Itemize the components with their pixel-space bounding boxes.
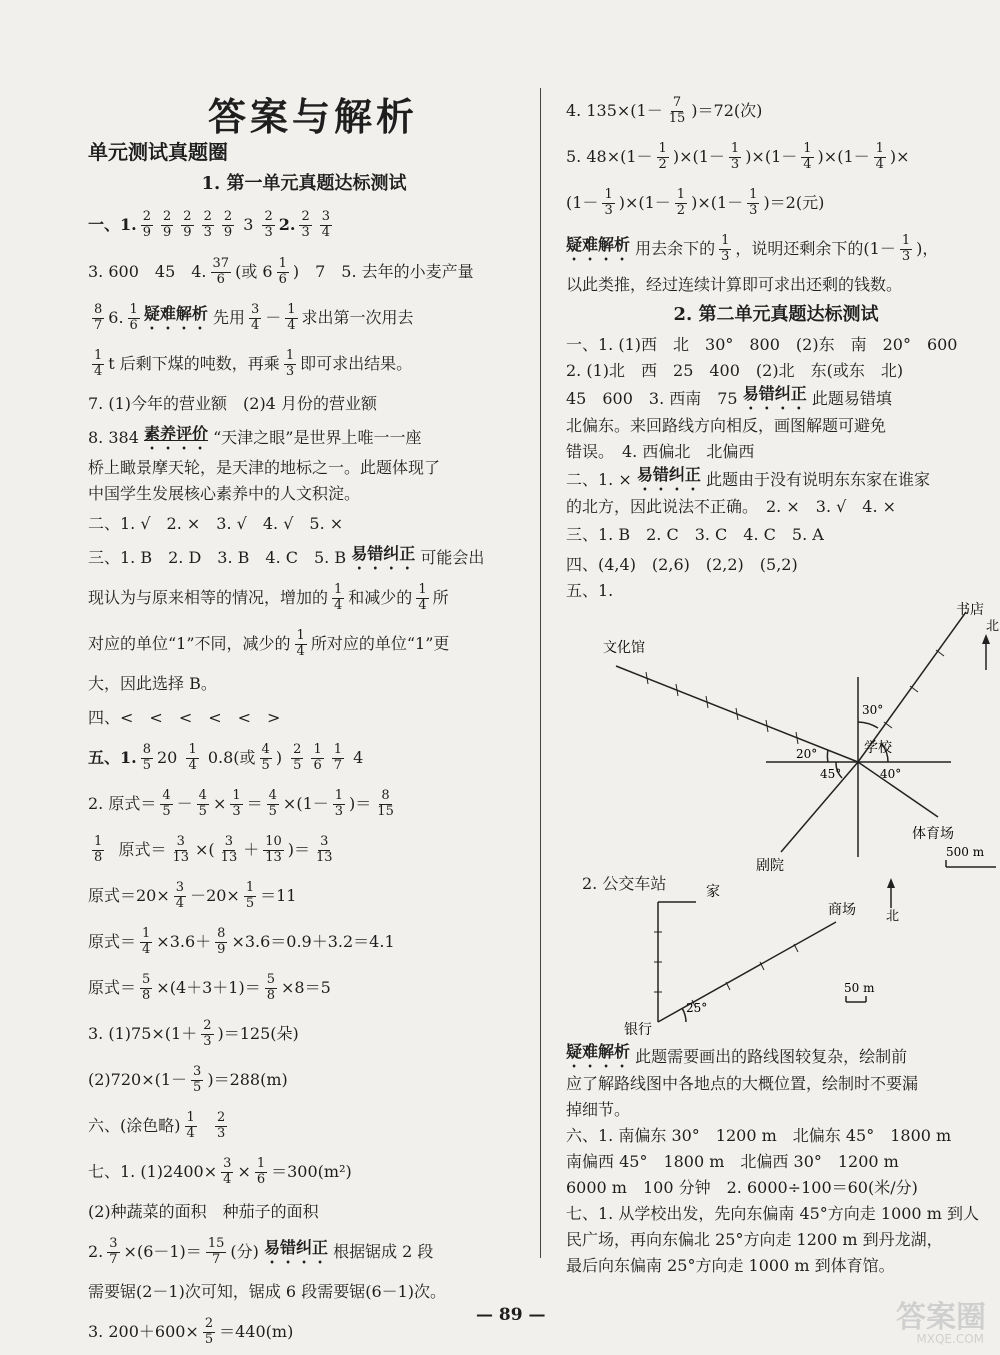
label-mall: 商场 <box>828 902 856 918</box>
fraction: $\frac{37}{6}$ <box>212 256 230 287</box>
label-north: 北 <box>986 619 1000 634</box>
watermark-site: MXQE.COM <box>916 1332 984 1346</box>
fraction: $\frac{1}{4}$ <box>418 582 427 613</box>
answer-line: $\frac{8}{7}$ 6. $\frac{1}{6}$ 疑难解析 先用 $\frac{3}{4}$ － $\frac{1}{4}$ 求出第一次用去 <box>94 302 414 333</box>
angle-40: 40° <box>880 767 902 781</box>
angle-30: 30° <box>862 703 884 717</box>
fraction: $\frac{2}{3}$ <box>216 1110 226 1141</box>
answer-line: 2. (1)北 西 25 400 (2)北 东(或东 北) <box>566 361 904 381</box>
answer-line: 2. 原式＝ $\frac{4}{5}$ － $\frac{4}{5}$ × $\frac{1}{3}$ ＝ $\frac{4}{5}$ ×(1－ $\frac{1}{3}$ )＝ $\frac{8}{15}$ <box>88 788 394 819</box>
answer-line: 四、(4,4) (2,6) (2,2) (5,2) <box>566 555 798 575</box>
fraction: $\frac{3}{13}$ <box>220 834 238 865</box>
answer-line: 六、(涂色略) $\frac{1}{4}$ $\frac{2}{3}$ <box>88 1110 226 1141</box>
answer-line: 南偏西 45° 1800 m 北偏西 30° 1200 m <box>566 1152 899 1172</box>
angle-20: 20° <box>796 747 818 761</box>
tag-error: 易错纠正 <box>263 1237 328 1257</box>
fraction: $\frac{15}{7}$ <box>207 1236 225 1267</box>
fraction: $\frac{8}{15}$ <box>377 788 394 819</box>
fraction: $\frac{1}{4}$ <box>188 742 197 773</box>
answer-line: 45 600 3. 西南 75 易错纠正 此题易错填 <box>566 384 986 413</box>
answer-line: 民广场，再向东偏北 25°方向走 1200 m 到丹龙湖， <box>566 1230 943 1250</box>
fraction: $\frac{3}{5}$ <box>193 1064 202 1095</box>
unit2-title: 2. 第二单元真题达标测试 <box>673 304 879 325</box>
label-school: 学校 <box>864 740 892 756</box>
answer-line: $\frac{1}{8}$ 原式＝ $\frac{3}{13}$ ×( $\frac{3}{13}$ ＋ $\frac{10}{13}$ )＝ $\frac{3}{13}$ <box>94 834 333 865</box>
fraction: $\frac{1}{3}$ <box>730 141 740 172</box>
fraction: $\frac{2}{9}$ <box>183 209 192 240</box>
tag-error: 易错纠正 <box>351 543 416 563</box>
fraction: $\frac{1}{4}$ <box>296 628 305 659</box>
page-title: 答案与解析 <box>208 94 419 139</box>
fraction: $\frac{1}{4}$ <box>803 141 812 172</box>
fraction: $\frac{7}{15}$ <box>668 95 686 126</box>
answer-line: 现认为与原来相等的情况，增加的 $\frac{1}{4}$ 和减少的 $\frac{1}{4}$ 所 <box>88 582 449 613</box>
compass-map-svg <box>566 602 1000 874</box>
answer-line: 5. 48×(1－ $\frac{1}{2}$ )×(1－ $\frac{1}{3}$ )×(1－ $\frac{1}{4}$ )×(1－ $\frac{1}{4}$ )× <box>566 141 910 172</box>
answer-line: 错误。 4. 西偏北 北偏西 <box>566 442 755 462</box>
fraction: $\frac{1}{3}$ <box>749 187 758 218</box>
fraction: $\frac{1}{4}$ <box>142 926 151 957</box>
answer-line: 桥上瞰景摩天轮，是天津的地标之一。此题体现了 <box>88 458 441 478</box>
fraction: $\frac{2}{3}$ <box>203 209 212 240</box>
answer-line: 原式＝ $\frac{1}{4}$ ×3.6＋ $\frac{8}{9}$ ×3.6＝0.9＋3.2＝4.1 <box>88 926 395 957</box>
fraction: $\frac{3}{7}$ <box>109 1236 118 1267</box>
answer-line: 原式＝20× $\frac{3}{4}$ －20× $\frac{1}{5}$ ＝11 <box>88 880 297 911</box>
fraction: $\frac{1}{6}$ <box>256 1156 266 1187</box>
answer-line: 疑难解析 用去余下的 $\frac{1}{3}$ ，说明还剩余下的(1－ $\frac{1}{3}$ )， <box>566 233 939 264</box>
fraction: $\frac{3}{13}$ <box>172 834 190 865</box>
right-column <box>566 88 1000 1279</box>
fraction: $\frac{1}{7}$ <box>333 742 342 773</box>
answer-line: 一、1. (1)西 北 30° 800 (2)东 南 20° 600 <box>566 335 958 355</box>
answer-line: 7. (1)今年的营业额 (2)4 月份的营业额 <box>88 394 377 414</box>
fraction: $\frac{2}{9}$ <box>223 209 233 240</box>
label-theater: 剧院 <box>756 858 784 874</box>
answer-line: 3. 200＋600× $\frac{2}{5}$ ＝440(m) <box>88 1316 294 1347</box>
fraction: $\frac{2}{3}$ <box>203 1018 212 1049</box>
label-stadium: 体育场 <box>912 826 954 842</box>
fraction: $\frac{1}{2}$ <box>658 141 667 172</box>
watermark-logo: 答案圈 <box>896 1300 986 1335</box>
fraction: $\frac{1}{6}$ <box>129 302 138 333</box>
tag-error: 易错纠正 <box>636 465 701 484</box>
fraction: $\frac{3}{4}$ <box>223 1156 232 1187</box>
answer-line: 4. 135×(1－ $\frac{7}{15}$ )＝72(次) <box>566 95 763 126</box>
fraction: $\frac{3}{4}$ <box>175 880 185 911</box>
fraction: $\frac{3}{4}$ <box>321 209 331 240</box>
fraction: $\frac{3}{13}$ <box>316 834 333 865</box>
fraction: $\frac{1}{4}$ <box>875 141 884 172</box>
fraction: $\frac{2}{9}$ <box>142 209 151 240</box>
fraction: $\frac{1}{3}$ <box>901 233 911 264</box>
answer-line: (2)720×(1－ $\frac{3}{5}$ )＝288(m) <box>88 1064 288 1095</box>
answer-line: 掉细节。 <box>566 1100 631 1120</box>
fraction: $\frac{1}{4}$ <box>334 582 343 613</box>
fraction: $\frac{2}{9}$ <box>163 209 172 240</box>
answer-line: 最后向东偏南 25°方向走 1000 m 到体育馆。 <box>566 1256 895 1276</box>
answer-line: 五、1. $\frac{8}{5}$ 20 $\frac{1}{4}$ 0.8(或 $\frac{4}{5}$ ) $\frac{2}{5}$ $\frac{1}{6}$ $\frac{1}{7}$ 4 <box>88 742 364 773</box>
fraction: $\frac{3}{4}$ <box>250 302 260 333</box>
direction-diagram-1 <box>566 602 1000 874</box>
answer-line: 需要锯(2－1)次可知，锯成 6 段需要锯(6－1)次。 <box>88 1282 447 1302</box>
label-culture: 文化馆 <box>603 640 645 656</box>
scale-label: 50 m <box>844 981 875 995</box>
answer-line: 疑难解析 此题需要画出的路线图较复杂，绘制前 <box>566 1042 986 1071</box>
label-north: 北 <box>886 909 900 924</box>
answer-line: 大，因此选择 B。 <box>88 674 217 694</box>
answer-line: $\frac{1}{4}$ t 后剩下煤的吨数，再乘 $\frac{1}{3}$ 即可求出结果。 <box>94 348 413 379</box>
fraction: $\frac{1}{3}$ <box>604 187 613 218</box>
fraction: $\frac{8}{7}$ <box>94 302 103 333</box>
fraction: $\frac{5}{8}$ <box>266 972 276 1003</box>
page-number: — 89 — <box>476 1305 546 1325</box>
answer-line: 应了解路线图中各地点的大概位置，绘制时不要漏 <box>566 1074 919 1094</box>
section-title: 单元测试真题圈 <box>88 140 228 164</box>
label-home: 家 <box>706 884 720 900</box>
answer-line: 一、1. $\frac{2}{9}$ $\frac{2}{9}$ $\frac{2}{9}$ $\frac{2}{3}$ $\frac{2}{9}$ 3 $\frac{2}{3}$ 2. $\frac{2}{3}$ $\frac{3}{4}$ <box>88 209 331 240</box>
label-bookstore: 书店 <box>956 602 984 618</box>
fraction: $\frac{1}{6}$ <box>313 742 322 773</box>
answer-line: 四、< < < < < > <box>88 708 281 728</box>
fraction: $\frac{4}{5}$ <box>198 788 207 819</box>
fraction: $\frac{1}{6}$ <box>278 256 287 287</box>
tag-difficult: 疑难解析 <box>143 303 208 323</box>
column-divider <box>540 88 541 1258</box>
fraction: $\frac{2}{5}$ <box>293 742 302 773</box>
answer-line: 三、1. B 2. D 3. B 4. C 5. B 易错纠正 可能会出 <box>88 541 520 575</box>
fraction: $\frac{1}{5}$ <box>245 880 255 911</box>
answer-line: 七、1. 从学校出发，先向东偏南 45°方向走 1000 m 到人 <box>566 1204 979 1224</box>
fraction: $\frac{1}{4}$ <box>94 348 103 379</box>
fraction: $\frac{1}{3}$ <box>232 788 241 819</box>
answer-line: 中国学生发展核心素养中的人文积淀。 <box>88 484 361 504</box>
fraction: $\frac{1}{3}$ <box>285 348 295 379</box>
angle-25: 25° <box>686 1001 708 1015</box>
direction-diagram-2: 2. 公交车站 家 商场 北 银行 25° 50 m <box>566 872 986 1042</box>
tag-difficult: 疑难解析 <box>566 234 631 254</box>
fraction: $\frac{1}{8}$ <box>94 834 103 865</box>
answer-line: 的北方，因此说法不正确。 2. × 3. √ 4. × <box>566 497 897 517</box>
fraction: $\frac{1}{4}$ <box>287 302 296 333</box>
answer-line: 七、1. (1)2400× $\frac{3}{4}$ × $\frac{1}{6}$ ＝300(m²) <box>88 1156 352 1187</box>
fraction: $\frac{1}{4}$ <box>186 1110 195 1141</box>
answer-line: 6000 m 100 分钟 2. 6000÷100＝60(米/分) <box>566 1178 918 1198</box>
answer-line: 8. 384 素养评价 “天津之眼”是世界上唯一一座 <box>88 421 520 455</box>
answer-line: 北偏东。来回路线方向相反，画图解题可避免 <box>566 416 887 436</box>
fraction: $\frac{1}{2}$ <box>676 187 686 218</box>
fraction: $\frac{2}{5}$ <box>204 1316 214 1347</box>
fraction: $\frac{8}{9}$ <box>217 926 226 957</box>
angle-45: 45° <box>820 767 842 781</box>
fraction: $\frac{2}{3}$ <box>264 209 273 240</box>
scale-label: 500 m <box>946 845 985 859</box>
answer-line: 3. 600 45 4. $\frac{37}{6}$ (或 6 $\frac{1}{6}$ ) 7 5. 去年的小麦产量 <box>88 256 474 287</box>
fraction: $\frac{1}{3}$ <box>721 233 730 264</box>
tag-quality: 素养评价 <box>143 423 208 443</box>
answer-line: 五、1. <box>566 581 614 601</box>
fraction: $\frac{10}{13}$ <box>265 834 282 865</box>
left-column <box>88 136 520 1355</box>
answer-line: 3. (1)75×(1＋ $\frac{2}{3}$ )＝125(朵) <box>88 1018 299 1049</box>
answer-line: 三、1. B 2. C 3. C 4. C 5. A <box>566 525 824 545</box>
tag-difficult: 疑难解析 <box>566 1042 631 1061</box>
fraction: $\frac{2}{3}$ <box>301 209 310 240</box>
answer-line: 六、1. 南偏东 30° 1200 m 北偏东 45° 1800 m <box>566 1126 952 1146</box>
fraction: $\frac{4}{5}$ <box>261 742 270 773</box>
answer-line: (1－ $\frac{1}{3}$ )×(1－ $\frac{1}{2}$ )×(1－ $\frac{1}{3}$ )＝2(元) <box>566 187 825 218</box>
answer-line: 以此类推，经过连续计算即可求出还剩的钱数。 <box>566 275 903 295</box>
fraction: $\frac{4}{5}$ <box>268 788 277 819</box>
answer-line: 原式＝ $\frac{5}{8}$ ×(4＋3＋1)＝ $\frac{5}{8}$ ×8＝5 <box>88 972 331 1003</box>
route-map-svg <box>566 872 996 1042</box>
unit1-title: 1. 第一单元真题达标测试 <box>201 173 407 194</box>
fraction: $\frac{5}{8}$ <box>142 972 151 1003</box>
answer-line: (2)种蔬菜的面积 种茄子的面积 <box>88 1202 319 1222</box>
tag-error: 易错纠正 <box>742 384 807 403</box>
answer-line: 对应的单位“1”不同，减少的 $\frac{1}{4}$ 所对应的单位“1”更 <box>88 628 450 659</box>
label-bank: 银行 <box>624 1022 652 1038</box>
answer-line: 2. $\frac{3}{7}$ ×(6－1)＝ $\frac{15}{7}$ (分) 易错纠正 根据锯成 2 段 <box>88 1236 434 1267</box>
fraction: $\frac{8}{5}$ <box>142 742 151 773</box>
answer-line: 二、1. × 易错纠正 此题由于没有说明东东家在谁家 <box>566 465 986 494</box>
fraction: $\frac{4}{5}$ <box>162 788 171 819</box>
answer-line: 二、1. √ 2. × 3. √ 4. √ 5. × <box>88 514 344 534</box>
fraction: $\frac{1}{3}$ <box>334 788 344 819</box>
